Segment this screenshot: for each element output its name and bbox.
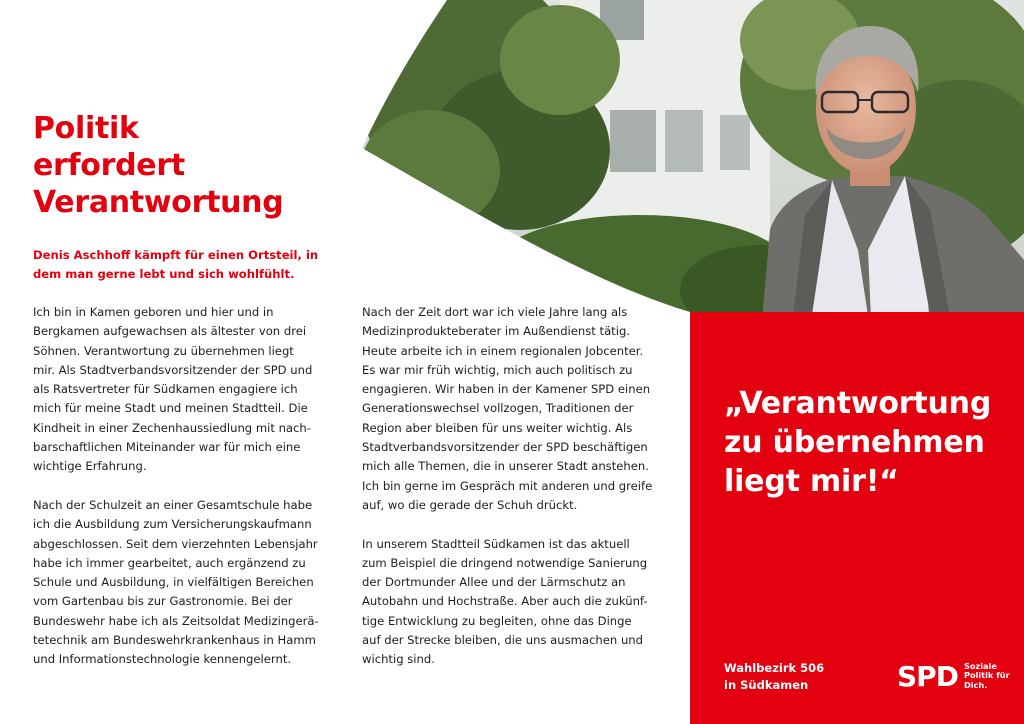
lead-paragraph: Denis Aschhoff kämpft für einen Ortsteil, in dem man gerne lebt und sich wohlfühlt. xyxy=(33,248,319,281)
headline-line-3: Verantwortung xyxy=(33,185,284,220)
right-paragraph-2: In unserem Stadtteil Südkamen ist das aktuell zum Beispiel die dringend notwendige Sanierung der Dortmunder Allee und der Lärmschutz an Autobahn und Hochstraße. Aber auch die zukünf- tige Entwicklung zu begleiten, ohne das Dinge auf der Strecke bleiben, die uns ausmachen und wichtig sind. xyxy=(362,536,648,667)
district-label: Wahlbezirk 506 in Südkamen xyxy=(724,661,825,692)
text-column-left xyxy=(33,303,333,670)
text-column-right xyxy=(362,303,662,670)
headline-line-1: Politik xyxy=(33,111,139,146)
left-paragraph-2: Nach der Schulzeit an einer Gesamtschule habe ich die Ausbildung zum Versicherungskaufmann abgeschlossen. Seit dem vierzehnten Lebensjahr habe ich immer gearbeitet, auch ergänzend zu Schule und Ausbildung, in vielfältigen Bereichen vom Gartenbau bis zur Gastronomie. Bei der Bundeswehr habe ich als Zeitsoldat Medizingerä- tetechnik am Bundeswehrkrankenhaus in Hamm und Informationstechnologie kennengelernt. xyxy=(33,497,319,667)
pull-quote: „Verantwortung zu übernehmen liegt mir!“ xyxy=(724,386,992,499)
left-paragraph-1: Ich bin in Kamen geboren und hier und in Bergkamen aufgewachsen als ältester von drei Söhnen. Verantwortung zu übernehmen liegt mir. Als Stadtverbandsvorsitzender der SPD und als Ratsvertreter für Südkamen engagiere ich mich für meine Stadt und meinen Stadtteil. Die Kindheit in einer Zechenhaussiedlung mit nach- barschaftlichen Miteinander war für mich eine wichtige Erfahrung. xyxy=(33,305,313,474)
headline xyxy=(33,110,333,221)
headline-line-2: erfordert xyxy=(33,148,185,183)
spd-logo-mark: SPD xyxy=(897,659,958,693)
right-paragraph-1: Nach der Zeit dort war ich viele Jahre lang als Medizinprodukteberater im Außendienst tätig. Heute arbeite ich in einem regionalen Jobcenter. Es war mir früh wichtig, mich auch politisch zu engagieren. Wir haben in der Kamener SPD einen Generationswechsel vollzogen, Traditionen der Region aber bleiben für uns weiter wichtig. Als Stadtverbandsvorsitzender der SPD beschäftigen mich alle Themen, die in unserer Stadt anstehen. Ich bin gerne im Gespräch mit anderen und greife auf, wo die gerade der Schuh drückt. xyxy=(362,305,653,512)
spd-logo-claim: Soziale Politik für Dich. xyxy=(963,660,1010,690)
spd-logo xyxy=(897,658,1010,694)
